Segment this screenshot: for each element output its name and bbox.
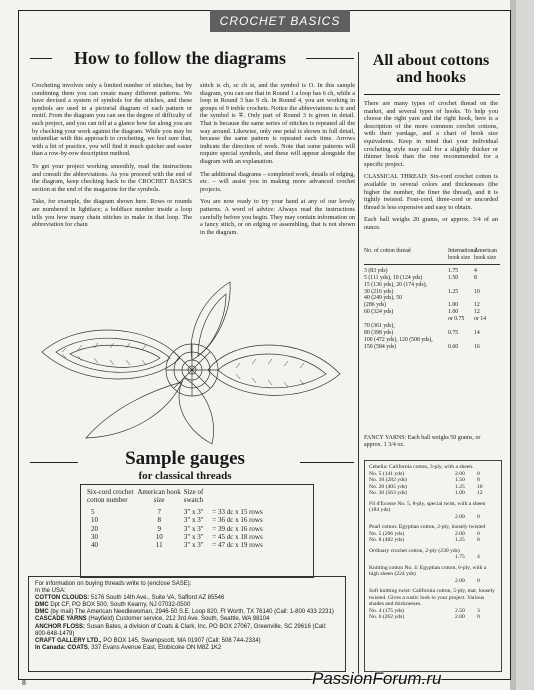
table-cell: 14 [474,329,480,336]
table-cell: 12 [474,302,480,309]
info-line [35,602,339,609]
table-cell: 80 (398 yds) [364,329,394,336]
table-row [81,508,313,516]
table-cell [474,295,500,302]
table-cell: 8 [157,516,161,525]
table-row [364,268,500,275]
table-cell: 1.75 [455,554,465,560]
paragraph: Each ball weighs 20 grams, or approx. 3/4 of an ounce. [364,216,498,231]
table-cell: No. 20 (405 yds) [369,483,407,490]
table-cell: 150 (584 yds) [364,343,397,350]
paragraph: To get your project working smoothly, read the instructions and consult the abbreviations. As you proceed with the end of the diagram, keep checking back to the CROCHET BASICS section at the end of the magazine for the symbols. [32,162,192,193]
yarn-section [369,501,497,521]
supplier-details: (by mail) The American Needlewoman, 2946-50 S.E. Loop 820, Ft Worth, TX 76140 (Call: 1-800 433 2231) [48,609,334,616]
supplier-name: ANCHOR FLOSS: [35,623,85,630]
table-cell: No. 8 (482 yds) [369,537,405,543]
table-cell [474,323,500,330]
table-header [364,248,500,265]
table-cell: 10 [155,533,163,542]
table-cell: 11 [155,541,163,550]
table-row [369,554,497,561]
table-row [81,541,313,549]
yarn-section [369,565,497,585]
gauges-subtitle: for classical threads [138,470,232,482]
table-cell: = 47 dc x 19 rows [212,541,263,550]
table-cell: 2.00 [455,513,465,520]
info-line [35,595,339,602]
table-cell: 3" x 3" [183,541,204,550]
table-cell: No. 30 (563 yds) [369,490,407,496]
table-cell: 70 (361 yds), [364,323,395,330]
table-cell [448,337,474,344]
info-line [35,638,339,645]
table-cell: 5 (111 yds), 10 (124 yds) [364,274,423,281]
table-row [369,537,497,544]
table-cell: (286 yds) [364,302,387,309]
petal-lower-left [86,382,182,438]
cotton-hook-table [364,248,500,351]
table-cell: 30 (216 yds) [364,288,394,295]
fancy-yarns-table [364,460,502,672]
title-rule-right [306,58,354,59]
table-cell: 2.00 [455,470,465,477]
gauges-heading [60,448,310,482]
table-cell: = 36 dc x 16 rows [212,516,263,525]
table-cell: 1.00 [455,490,465,496]
table-row [369,578,497,585]
table-row [369,490,497,497]
supplier-details: 5176 South 14th Ave., Suite VA, Safford AZ 85546 [89,595,225,602]
supplier-name: In Canada: COATS [35,644,88,651]
gauges-title: Sample gauges [125,448,245,469]
table-cell: 16 [474,343,480,350]
paragraph: CLASSICAL THREAD: Six-cord crochet cotton is available in several colors and thicknesses (the higher the number, the finer the thread), and it is tightly twisted. Four-cord, three-cord or uncorded thread is less expensive and easy to obtain. [364,173,498,211]
table-row [364,323,500,330]
yarn-description: Knitting cotton No. 4: Egyptian cotton, 6-ply, with a high sheen (224 yds) [369,564,487,577]
table-cell: 2.00 [455,530,465,537]
table-cell: 3 [477,607,480,614]
table-header [81,485,313,508]
fancy-yarns-text: FANCY YARNS: Each ball weighs 50 grams, or approx. 1 3/4 oz. [364,435,481,448]
diagrams-text-column-1 [32,82,192,234]
table-cell [448,323,474,330]
table-row [364,344,500,351]
table-row [364,282,500,289]
supplier-name: DMC [35,602,49,609]
supplier-details: In the USA: [35,588,66,595]
paragraph: Take, for example, the diagram shown here. Rows or rounds are numbered in lightface; a boldface number inside a loop tells you how many chain stitches to make in that loop. The abbreviation for chain [32,198,192,229]
table-cell: No. 5 (266 yds) [369,530,405,537]
table-cell: 3" x 3" [183,507,204,516]
yarn-description: Cebelia: California cotton, 3-ply, with a sheen. [369,464,474,470]
paragraph: stitch is ch, sc ch st, and the symbol is O. In this sample diagram, you can see that in Round 1 a loop has 6 ch, while a loop in Round 3 has 9 ch. In Round 4, you are working in groups of 9 treble crochets. Notice the abbreviations is tr and the symbol is ∓. Only part of Round 3 is given in detail. That is because the same series of stitches is repeated all the way around. Likewise, only one petal is shown in full detail, because the same pattern is repeated each time. Arrows indicate the direction of work. Note that some patterns will require special symbols, and these will appear alongside the diagram with an explanation. [200,82,355,165]
column-header: Six-cord crochet cotton number [87,488,134,505]
supplier-details: Susan Bates, a division of Coats & Clark, Inc. PO BOX 27067, Greenville, SC 29616 (Call: 800-648-1479) [35,623,327,637]
yarn-section [369,548,497,561]
gauges-rule-right [300,462,354,463]
table-cell: 10 [477,483,483,490]
table-cell: 0.75 [448,329,459,336]
page-spine [516,0,534,690]
supplier-details: , 337 Evans Avenue East, Etobicoke ON M8Z 1K2 [87,644,222,651]
table-cell: 1.25 [455,483,465,490]
table-cell: 3" x 3" [183,533,204,542]
table-cell: 0 [477,530,480,537]
diagrams-title: How to follow the diagrams [74,48,286,68]
table-cell: = 45 dc x 18 rows [212,533,263,542]
table-cell [474,337,500,344]
supplier-name: DMC [35,609,49,616]
table-cell: 8 [474,274,477,281]
title-rule-left [30,58,52,59]
info-line [35,609,339,616]
column-header [212,488,307,505]
table-cell: 3 (83 yds) [364,267,388,274]
table-cell: 2.50 [455,607,465,614]
table-cell: 0 [477,577,480,584]
section-header: CROCHET BASICS [210,10,350,32]
table-cell [369,578,455,585]
table-row [364,337,500,344]
paragraph: The additional diagrams – completed work, details of edging, etc. – will assist you in making more advanced crochet projects. [200,170,355,193]
supplier-name: CRAFT GALLERY LTD., [35,637,102,644]
supplier-details: (Hayfield) Customer service, 212 3rd Ave. South, Seattle, WA 98104 [86,616,270,623]
table-cell [448,282,474,289]
cottons-text [364,100,498,237]
column-header: International hook size [448,248,478,261]
supplier-details: PO BOX 145, Swampscott, MA 01907 (Call: 508 744-2334) [101,637,261,644]
yarn-section [369,588,497,621]
table-cell: 60 (324 yds) [364,309,394,316]
yarn-section [369,464,497,497]
table-cell: 40 (249 yds), 50 [364,295,402,302]
table-cell: or 14 [474,316,487,323]
column-divider [358,52,359,677]
table-row [369,514,497,521]
info-line [35,645,339,652]
info-line [35,588,339,595]
table-cell: 100 (472 yds), 120 (508 yds), [364,336,433,343]
table-cell: 5 [91,507,95,516]
table-cell [474,282,500,289]
info-line [35,624,339,638]
table-row [369,614,497,621]
table-cell: 3" x 3" [183,516,204,525]
table-cell: 0 [477,470,480,477]
table-row [364,275,500,282]
yarn-section [369,524,497,544]
table-cell: 3" x 3" [183,524,204,533]
table-cell: = 33 dc x 15 rows [212,507,263,516]
table-cell: 1.25 [455,537,465,543]
column-header: American hook size [474,248,497,261]
table-cell: 9 [157,524,161,533]
table-cell: No. 10 (282 yds) [369,477,407,483]
table-row [81,525,313,533]
table-cell: = 39 dc x 16 rows [212,524,263,533]
table-row [364,330,500,337]
petal-top [191,282,230,360]
thread-suppliers-box [28,576,346,672]
table-cell: 0 [477,614,480,620]
column-header: No. of cotton thread [364,248,411,254]
table-cell: 1.75 [448,267,459,274]
supplier-details: For information on buying threads write to (enclose SASE): [35,581,192,587]
table-cell: 30 [91,533,98,542]
table-cell: 15 (136 yds), 20 (174 yds), [364,281,427,288]
table-cell: 0.60 [448,343,459,350]
table-cell: No. 5 (141 yds) [369,470,405,477]
table-cell: 1.50 [455,477,465,483]
table-cell: or 0.75 [448,316,465,323]
table-cell [369,514,455,521]
petal-bottom [179,378,213,444]
table-cell: 8 [477,477,480,483]
table-row [81,516,313,524]
table-cell: 4 [477,554,480,560]
table-cell: No. 4 (175 yds) [369,607,405,614]
table-cell: 10 [91,516,98,525]
table-cell: 7 [157,507,161,516]
supplier-name: COTTON CLOUDS: [35,595,90,602]
table-row [81,533,313,541]
table-cell: 10 [474,288,480,295]
table-cell: 12 [477,490,483,496]
yarn-description: Fil d'Ecosse No. 5, 8-ply, special twist, with a sheen (184 yds) [369,500,486,513]
cottons-title: All about cottons and hooks [372,52,490,86]
yarn-description: Soft knitting twist: California cotton, 5-ply, mat, loosely twisted. Gives a rustic look to your project. Various shades and thicknesses. [369,588,495,607]
table-cell: 8 [477,537,480,543]
page-number: 8 [22,680,26,687]
table-cell: 1.25 [448,288,459,295]
paragraph: Crocheting involves only a limited number of stitches, but by combining them you can create many different patterns. We have devised a system of symbols for the stitches, and these symbols are used in a pictorial diagram of each pattern or motif. From the diagram you can see the degree of difficulty of each project, and you can tell at a glance how far along you are by checking your work against the diagram. While you may be unfamiliar with this approach to crocheting, we feel sure that, with a bit of practice, you will find it much quicker and easier than a row-by-row description method. [32,82,192,158]
yarn-description: Pearl cotton: Egyptian cotton, 2-ply, loosely twisted [369,524,486,530]
info-line [35,616,339,623]
fancy-yarns-list [365,461,501,624]
table-cell: 2.00 [455,577,465,584]
table-cell: 1.50 [448,274,459,281]
table-body [364,268,500,351]
supplier-details: Dpt CF, PO BOX 500, South Kearny, NJ 07032-0500 [48,602,191,609]
table-cell: No. 6 (262 yds) [369,614,405,620]
crochet-diagram-illustration [22,278,352,446]
table-body [81,508,313,550]
watermark: PassionForum.ru [312,669,442,688]
table-cell: 2.00 [455,614,465,620]
table-cell [369,554,455,561]
table-row [364,309,500,316]
column-header: Size of swatch [183,488,204,505]
column-header: American hook size [137,488,181,505]
table-cell: 12 [474,309,480,316]
info-line [35,581,339,588]
paragraph: You are now ready to try your hand at any of our lovely patterns. A word of advice: Always read the instructions carefully before you begin. They may contain information on a fancy stitch, or on edging or assembling, that is not shown in the diagram. [200,198,355,236]
table-cell: 0 [477,513,480,520]
cottons-title-rule [364,94,500,95]
gauges-table [80,484,314,578]
diagrams-text-column-2 [200,82,355,241]
paragraph: There are many types of crochet thread on the market, and several types of hooks. To help you choose the right yarn and the right hook, here is a description of the more common crochet cottons, with their yardage, and a chart of hook size equivalents. Keep in mind that your individual crocheting style may call for a slightly thicker or thinner hook than the one recommended for a specific project. [364,100,498,168]
table-cell [448,295,474,302]
table-cell: 4 [474,267,477,274]
table-cell: 40 [91,541,98,550]
supplier-name: CASCADE YARNS [35,616,87,623]
yarn-description: Ordinary crochet cotton, 2-ply (230 yds) [369,547,460,554]
gauges-rule-left [30,462,78,463]
table-cell: 1.00 [448,302,459,309]
table-cell: 1.00 [448,309,459,316]
table-cell: 20 [91,524,98,533]
